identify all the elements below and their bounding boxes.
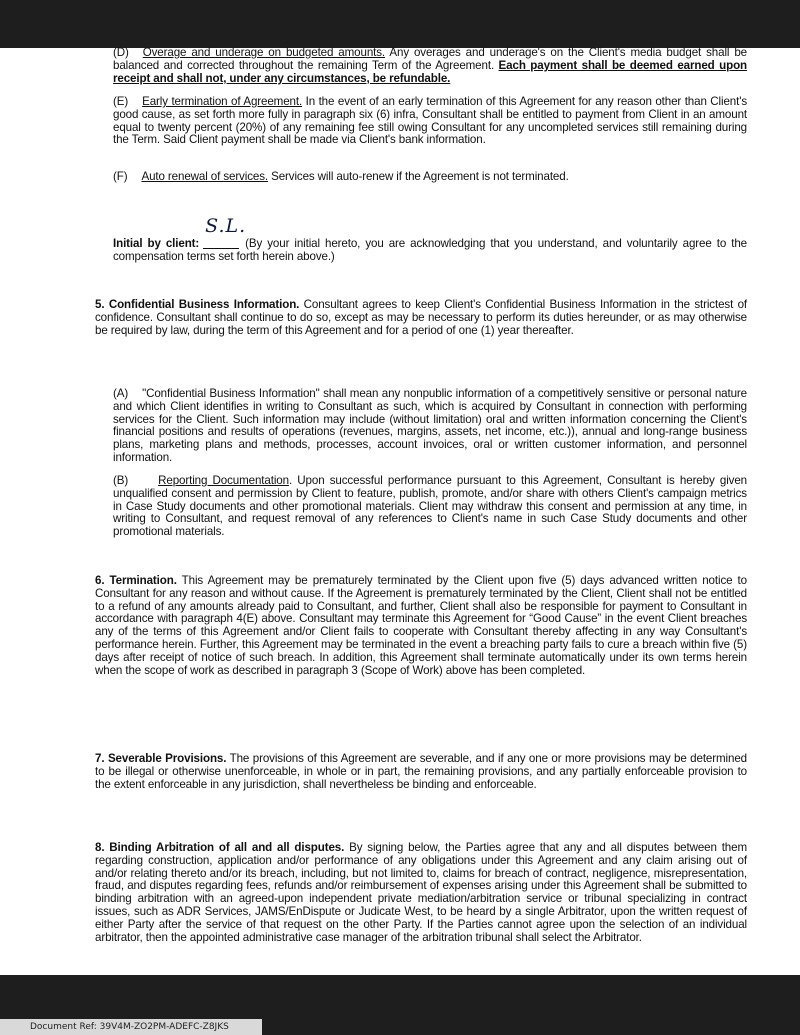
- clause-d-text: Any overages and underage's on the Client's media budget shall be balanced and corrected throughout the remaining Term of the Agreement.: [113, 46, 747, 72]
- section-5-b: [113, 475, 747, 539]
- section-5-a-label: (A): [113, 387, 129, 400]
- section-5-b-label: (B): [113, 474, 129, 487]
- section-5: [95, 299, 747, 337]
- section-5-a-text: "Confidential Business Information" shall mean any nonpublic information of a competitively sensitive or personal nature and which Client identifies in writing to Consultant as such, which is acquired by Consultant in connection with performing services for the Client. Such information may include (without limitation) oral and written information concerning the Client's financial positions and results of operations (revenues, margins, assets, net income, etc.)), annual and long-range business plans, marketing plans and methods, processes, account invoices, oral or written customer information, and personnel information.: [113, 387, 747, 464]
- section-6-text: This Agreement may be prematurely terminated by the Client upon five (5) days advanced written notice to Consultant for any reason and without cause. If the Agreement is prematurely terminated by the Client, Client shall not be entitled to a refund of any amounts already paid to Consultant, and further, Client shall also be responsible for payment to Consultant in accordance with paragraph 4(E) above. Consultant may terminate this Agreement for “Good Cause” in the event Client breaches any of the terms of this Agreement and/or Client fails to cooperate with Consultant thereby affecting in any way Consultant's performance herein. Further, this Agreement may be terminated in the event a breaching party fails to cure a breach within five (5) days after receipt of notice of such breach. In addition, this Agreement shall terminate automatically under its own terms herein when the scope of work as described in paragraph 3 (Scope of Work) above has been completed.: [95, 574, 747, 677]
- clause-d-emphasis: Each payment shall be deemed earned upon receipt and shall not, under any circumstances, be refundable.: [113, 58, 747, 85]
- initial-signature: S.L.: [205, 215, 247, 237]
- section-5-a: [113, 388, 747, 465]
- clause-d-label: (D): [113, 46, 129, 59]
- initial-by-client: [113, 215, 747, 264]
- clause-e-title: Early termination of Agreement.: [142, 95, 303, 108]
- clause-f-text: Services will auto-renew if the Agreement is not terminated.: [267, 170, 569, 183]
- section-7-heading: 7. Severable Provisions.: [95, 752, 227, 765]
- section-7: [95, 753, 747, 791]
- section-5-heading: 5. Confidential Business Information.: [95, 298, 300, 311]
- section-7-text: The provisions of this Agreement are severable, and if any one or more provisions may be determined to be illegal or otherwise unenforceable, in whole or in part, the remaining provisions, and any partially enforceable provision to the extent enforceable in any jurisdiction, shall nevertheless be binding and enforceable.: [95, 752, 747, 791]
- section-6: [95, 575, 747, 677]
- clause-e-label: (E): [113, 95, 129, 108]
- clause-d: [113, 47, 747, 85]
- section-8-heading: 8. Binding Arbitration of all and all disputes.: [95, 841, 345, 854]
- initial-text: (By your initial hereto, you are acknowledging that you understand, and voluntarily agree to the compensation terms set forth herein above.): [113, 237, 747, 263]
- clause-e-text: In the event of an early termination of this Agreement for any reason other than Client's good cause, as set forth more fully in paragraph six (6) infra, Consultant shall be entitled to payment from Client in an amount equal to twenty percent (20%) of any remaining fee still owing Consultant for any uncompleted services still remaining during the Term. Said Client payment shall be made via Client's bank information.: [113, 95, 748, 147]
- initial-label: Initial by client:: [113, 237, 200, 250]
- clause-f: [113, 171, 747, 184]
- document-ref: Document Ref: 39V4M-ZO2PM-ADEFC-Z8JKS: [0, 1019, 262, 1035]
- section-6-heading: 6. Termination.: [95, 574, 177, 587]
- section-8-text: By signing below, the Parties agree that any and all disputes between them regarding construction, application and/or performance of any obligations under this Agreement and any claim arising out of and/or relating thereto and/or its breach, including, but not limited to, claims for breach of contract, negligence, misrepresentation, fraud, and disputes regarding fees, refunds and/or reimbursement of expenses arising under this Agreement shall be submitted to binding arbitration with an agreed-upon independent private mediation/arbitration service or tribunal specializing in contract issues, such as ADR Services, JAMS/EnDispute or Judicate West, to be heard by a single Arbitrator, upon the written request of either Party after the service of that request on the other Party. If the Parties cannot agree upon the selection of an individual arbitrator, then the appointed administrative case manager of the arbitration tribunal shall select the Arbitrator.: [95, 841, 747, 944]
- section-5-b-title: Reporting Documentation: [158, 474, 289, 487]
- clause-f-title: Auto renewal of services.: [141, 170, 268, 183]
- section-8: [95, 842, 747, 944]
- clause-d-title: Overage and underage on budgeted amounts.: [142, 46, 386, 59]
- clause-f-label: (F): [113, 170, 128, 183]
- clause-e: [113, 96, 747, 147]
- initial-signature-line: [203, 215, 247, 249]
- section-5-b-text: . Upon successful performance pursuant to this Agreement, Consultant is hereby given unqualified consent and permission by Client to feature, publish, promote, and/or share with others Client's campaign metrics in Case Study documents and other promotional materials. Client may withdraw this consent and permission at any time, in writing to Consultant, and request removal of any references to Client's name in such Case Study documents and other promotional materials.: [113, 474, 747, 539]
- section-5-text: Consultant agrees to keep Client's Confidential Business Information in the strictest of confidence. Consultant shall continue to do so, except as may be necessary to perform its duties hereunder, or as may otherwise be required by law, during the term of this Agreement and for a period of one (1) year thereafter.: [95, 298, 747, 337]
